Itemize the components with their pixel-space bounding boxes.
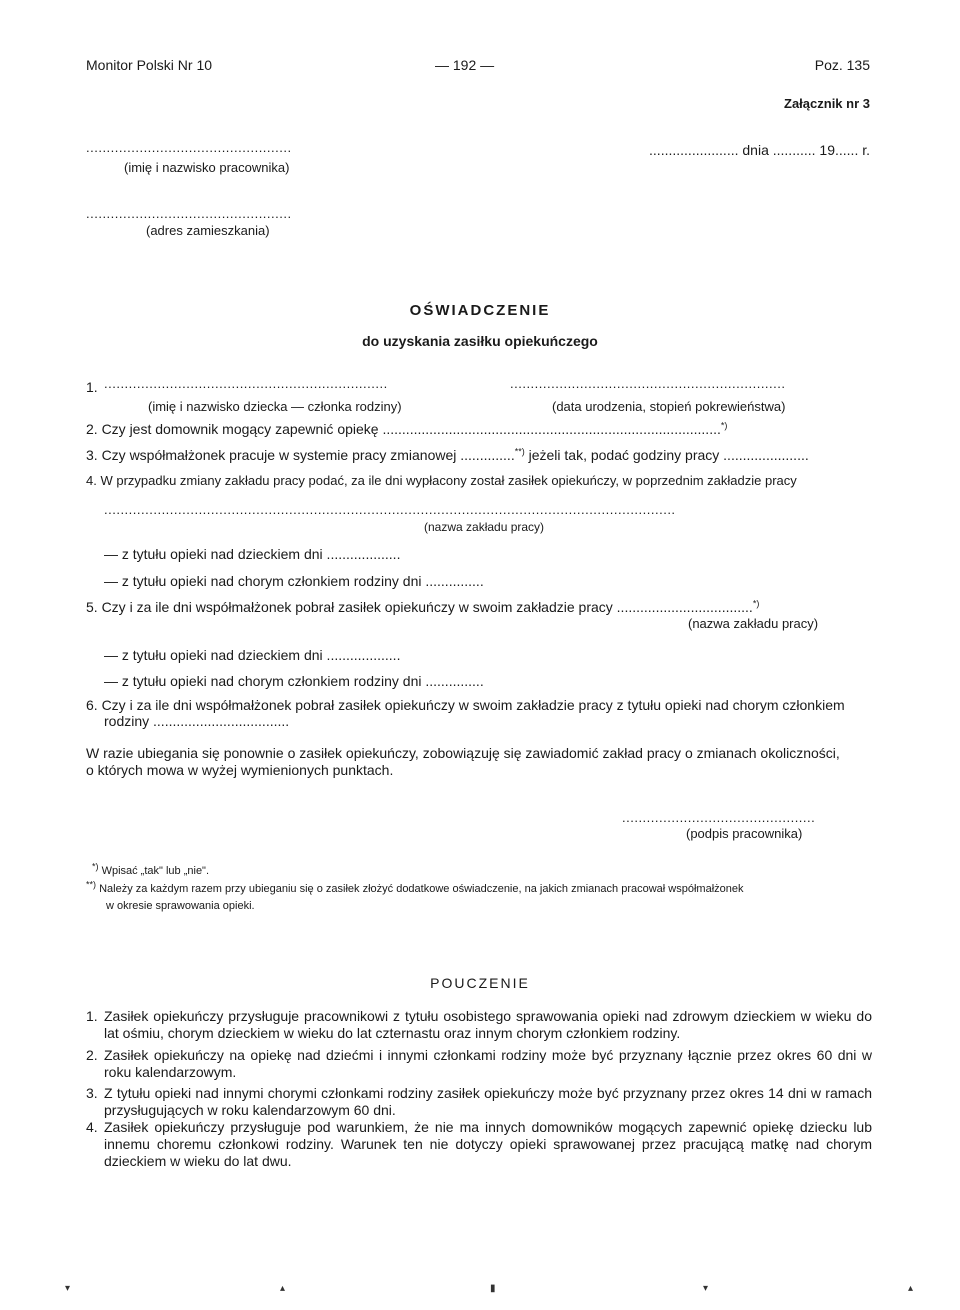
spouse-employer-caption: (nazwa zakładu pracy) — [688, 616, 819, 631]
item-5-family-days[interactable]: — z tytułu opieki nad chorym członkiem rodziny dni ............... — [104, 673, 484, 689]
instruction-1-number: 1. — [86, 1008, 98, 1024]
scan-speck: ▮ — [490, 1283, 496, 1294]
instruction-4: Zasiłek opiekuńczy przysługuje pod warunkiem, że nie ma innych domowników mogących zapewnić opiekę dziecku lub innemu choremu członkowi rodziny. Warunek ten nie dotyczy opieki sprawowanej przez pracującą matkę nad chorym dzieckiem w wieku do lat dwu. — [104, 1119, 872, 1169]
instructions-title: POUCZENIE — [430, 975, 530, 991]
document-title: OŚWIADCZENIE — [409, 302, 551, 319]
item-4-family-days[interactable]: — z tytułu opieki nad chorym członkiem rodziny dni ............... — [104, 573, 484, 589]
position-number: Poz. 135 — [814, 57, 870, 73]
item-5-text: 5. Czy i za ile dni współmałżonek pobrał zasiłek opiekuńczy w swoim zakładzie pracy ................................... — [86, 599, 753, 615]
item-1-number: 1. — [86, 379, 98, 395]
footnote-1-text: Wpisać „tak" lub „nie". — [101, 865, 210, 877]
scan-speck: ▾ — [65, 1283, 71, 1294]
child-birthdate-caption: (data urodzenia, stopień pokrewieństwa) — [552, 399, 786, 414]
item-3-question[interactable] — [86, 447, 809, 463]
child-name-caption: (imię i nazwisko dziecka — członka rodziny) — [148, 399, 402, 414]
footnote-ref-1: *) — [720, 420, 728, 431]
declaration-line-1: W razie ubiegania się ponownie o zasiłek opiekuńczy, zobowiązuję się zawiadomić zakład pracy o zmianach okoliczności, — [86, 745, 840, 761]
journal-name: Monitor Polski Nr 10 — [86, 57, 213, 73]
instruction-2-number: 2. — [86, 1047, 98, 1063]
employee-name-field[interactable]: .................................................. — [86, 140, 292, 155]
footnote-1 — [92, 861, 210, 877]
annex-label: Załącznik nr 3 — [784, 96, 870, 111]
address-caption: (adres zamieszkania) — [146, 223, 270, 238]
address-field[interactable]: .................................................. — [86, 206, 292, 221]
instruction-2: Zasiłek opiekuńczy na opiekę nad dziećmi i innymi członkami rodziny może być przyznany łącznie przez okres 60 dni w roku kalendarzowym. — [104, 1047, 872, 1080]
footnote-2-mark: **) — [86, 879, 97, 890]
footnote-2-line-2: w okresie sprawowania opieki. — [106, 900, 255, 912]
item-6-field[interactable]: rodziny ................................... — [104, 713, 290, 729]
date-field[interactable]: ....................... dnia ........... 19...... r. — [649, 142, 870, 158]
signature-caption: (podpis pracownika) — [686, 826, 803, 841]
declaration-line-2: o których mowa w wyżej wymienionych punktach. — [86, 762, 394, 778]
item-5-child-days[interactable]: — z tytułu opieki nad dzieckiem dni ................... — [104, 647, 401, 663]
document-subtitle: do uzyskania zasiłku opiekuńczego — [362, 333, 598, 349]
previous-employer-field[interactable]: ........................................................................................................................................... — [104, 502, 676, 517]
item-3-hours: jeżeli tak, podać godziny pracy ...................... — [524, 447, 809, 463]
item-2-question[interactable] — [86, 421, 727, 437]
child-birthdate-field[interactable]: ................................................................... — [510, 376, 786, 391]
item-6-question: 6. Czy i za ile dni współmałżonek pobrał zasiłek opiekuńczy w swoim zakładzie pracy z tytułu opieki nad chorym członkiem — [86, 697, 845, 713]
item-3-text: 3. Czy współmałżonek pracuje w systemie pracy zmianowej .............. — [86, 447, 515, 463]
footnote-ref-2: **) — [514, 446, 525, 457]
instruction-3-number: 3. — [86, 1085, 98, 1101]
footnote-1-mark: *) — [92, 861, 99, 872]
footnote-ref-1b: *) — [752, 598, 760, 609]
item-4-child-days[interactable]: — z tytułu opieki nad dzieckiem dni ................... — [104, 546, 401, 562]
scan-speck: ▴ — [280, 1283, 286, 1294]
page-number: — 192 — — [435, 57, 495, 73]
child-name-field[interactable]: ..................................................................... — [104, 376, 388, 391]
footnote-2-line-1: Należy za każdym razem przy ubieganiu się o zasiłek złożyć dodatkowe oświadczenie, na jakich zmianach pracował współmałżonek — [99, 883, 744, 895]
item-4-question: 4. W przypadku zmiany zakładu pracy podać, za ile dni wypłacony został zasiłek opiekuńczy, w poprzednim zakładzie pracy — [86, 473, 797, 488]
scan-speck: ▾ — [703, 1283, 709, 1294]
scan-speck: ▴ — [908, 1283, 914, 1294]
instruction-3: Z tytułu opieki nad innymi chorymi członkami rodziny zasiłek opiekuńczy może być przyznany przez okres 14 dni w ramach przysługujących w roku kalendarzowym 60 dni. — [104, 1085, 872, 1118]
signature-field[interactable]: ............................................... — [622, 810, 816, 825]
employee-name-caption: (imię i nazwisko pracownika) — [124, 160, 290, 175]
instruction-4-number: 4. — [86, 1119, 98, 1135]
item-2-text: 2. Czy jest domownik mogący zapewnić opiekę ....................................................................................... — [86, 421, 721, 437]
previous-employer-caption: (nazwa zakładu pracy) — [424, 520, 545, 534]
footnote-2 — [86, 879, 744, 895]
item-5-question[interactable] — [86, 599, 759, 615]
instruction-1: Zasiłek opiekuńczy przysługuje pracownikowi z tytułu osobistego sprawowania opieki nad zdrowym dzieckiem w wieku do lat ośmiu, chorym dzieckiem w wieku do lat czternastu oraz innym chorym członkiem rodziny. — [104, 1008, 872, 1041]
